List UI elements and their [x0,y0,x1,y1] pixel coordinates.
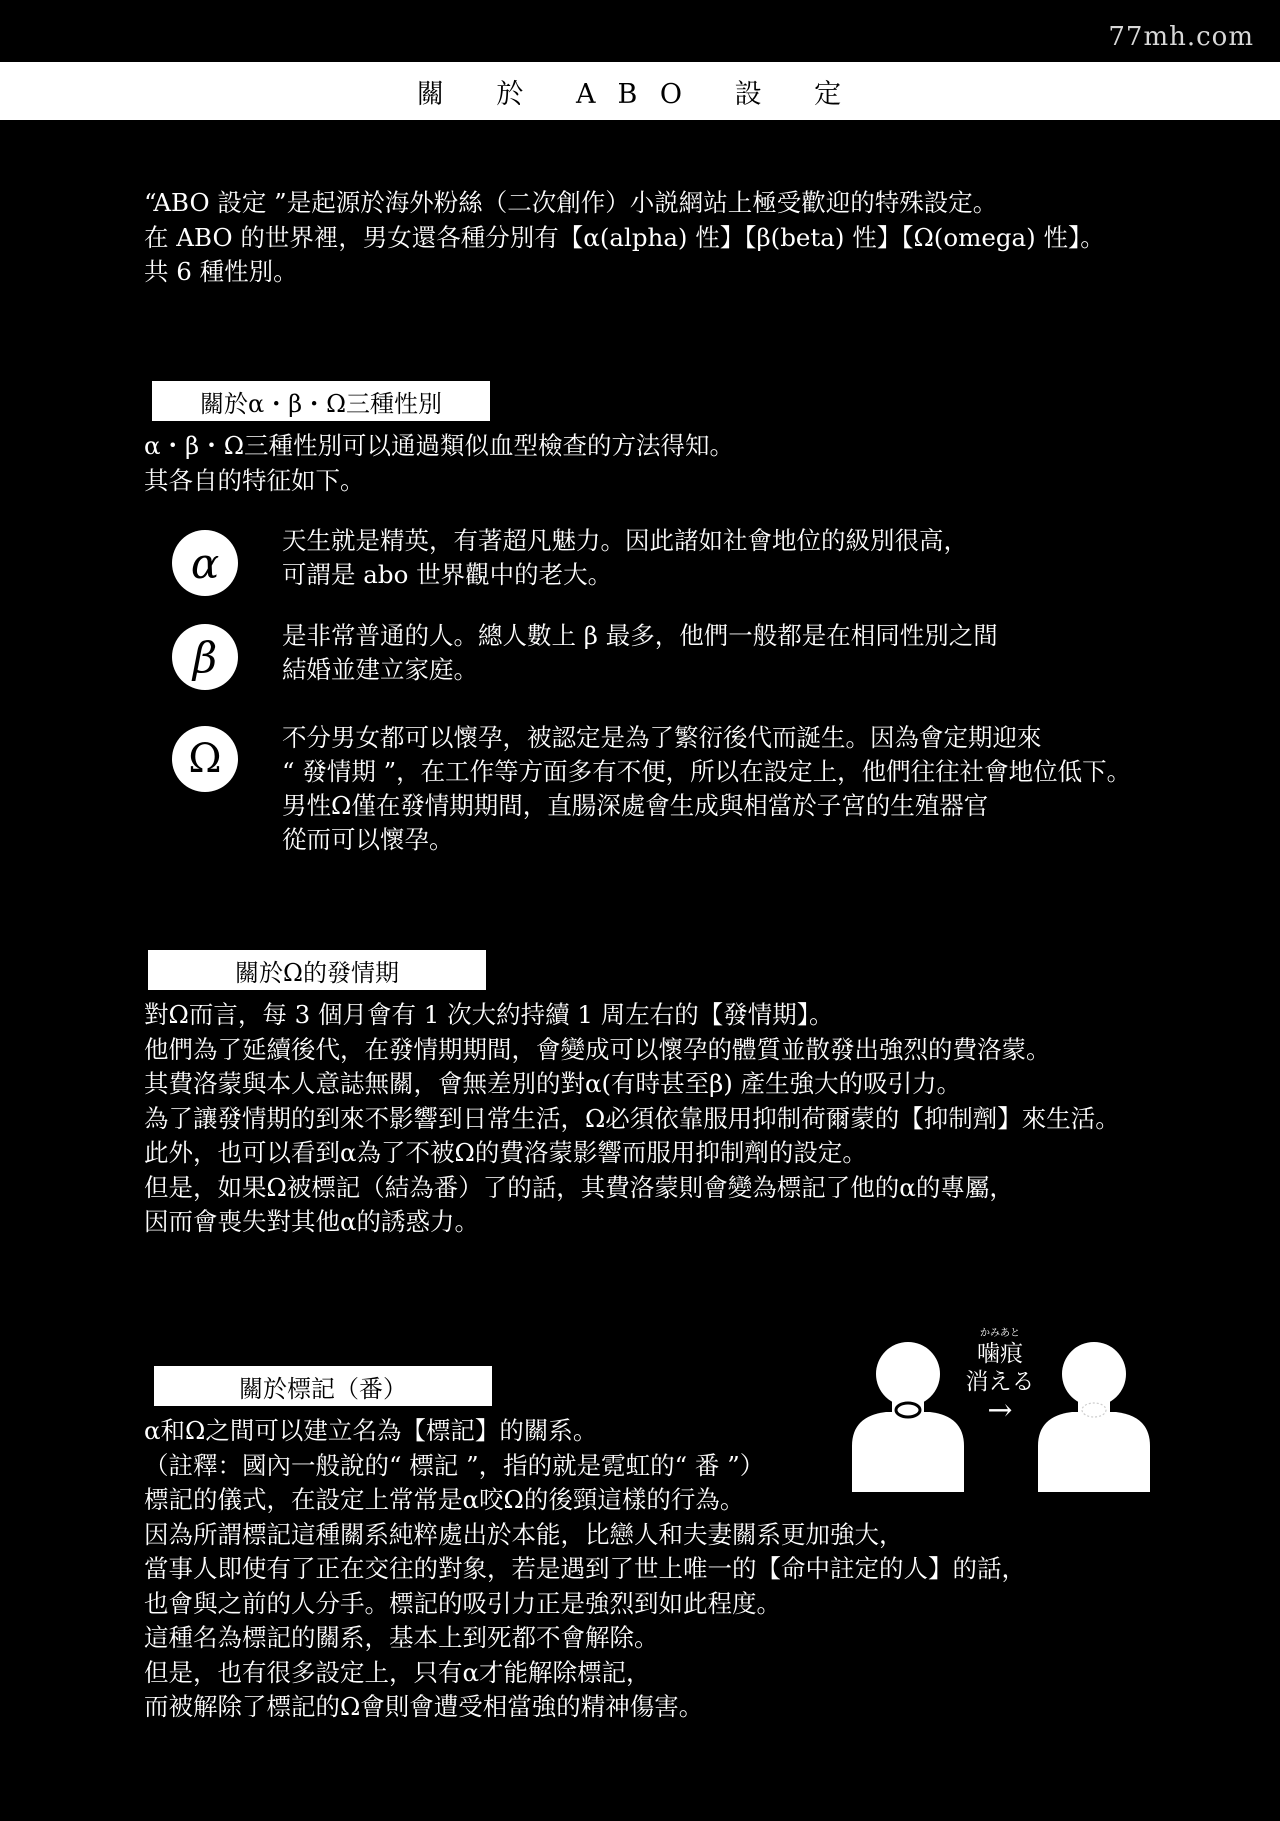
section2-line: 對Ω而言，每 3 個月會有 1 次大約持續 1 周左右的【發情期】。 [144,1000,834,1029]
section1-paragraph [144,429,734,498]
section2-line: 但是，如果Ω被標記（結為番）了的話，其費洛蒙則會變為標記了他的α的專屬， [144,1172,1014,1202]
beta-line: 結婚並建立家庭。 [282,655,478,684]
omega-line: “ 發情期 ”，在工作等方面多有不便，所以在設定上，他們往往社會地位低下。 [282,757,1132,786]
section2-paragraph [144,998,1120,1240]
section3-line: 當事人即使有了正在交往的對象，若是遇到了世上唯一的【命中註定的人】的話， [144,1554,1026,1583]
section2-line: 他們為了延續後代，在發情期期間，會變成可以懷孕的體質並散發出強烈的費洛蒙。 [144,1034,1051,1064]
alpha-line: 天生就是精英，有著超凡魅力。因此諸如社會地位的級別很高， [282,526,968,555]
intro-line: 共 6 種性別。 [144,257,298,286]
intro-line: 在 ABO 的世界裡，男女還各種分別有【α(alpha) 性】【β(beta) 性】【Ω(omega) 性】。 [144,222,1105,252]
section3-line: 這種名為標記的關系，基本上到死都不會解除。 [144,1623,659,1652]
alpha-icon: α [172,530,238,596]
section2-line: 其費洛蒙與本人意誌無關，會無差別的對α(有時甚至β) 產生強大的吸引力。 [144,1069,962,1098]
section2-line: 因而會喪失對其他α的誘惑力。 [144,1207,480,1236]
beta-icon: β [172,624,238,690]
section3-line: 因為所謂標記這種關系純粹處出於本能，比戀人和夫妻關系更加強大， [144,1519,904,1549]
section1-line: 其各自的特征如下。 [144,465,365,495]
intro-line: “ABO 設定 ”是起源於海外粉絲（二次創作）小説網站上極受歡迎的特殊設定。 [144,188,998,217]
watermark: 77mh.com [1108,22,1254,52]
beta-line: 是非常普通的人。總人數上 β 最多，他們一般都是在相同性別之間 [282,621,998,650]
caption-ruby: かみあと [980,1328,1020,1339]
section-label-mark: 關於標記（番） [154,1366,492,1406]
section3-line: 也會與之前的人分手。標記的吸引力正是強烈到如此程度。 [144,1588,781,1618]
page-title: 關 於 ABO 設 定 [0,62,1280,120]
section-label-heat: 關於Ω的發情期 [148,950,486,990]
right-arrow-icon: → [987,1393,1013,1428]
section-label-genders: 關於α・β・Ω三種性別 [152,381,490,421]
section3-line: α和Ω之間可以建立名為【標記】的關系。 [144,1416,598,1445]
person-without-mark-icon [1038,1342,1150,1492]
omega-line: 不分男女都可以懷孕，被認定是為了繁衍後代而誕生。因為會定期迎來 [282,723,1042,752]
alpha-line: 可謂是 abo 世界觀中的老大。 [282,560,613,589]
section3-line: （註釋：國內一般說的“ 標記 ”，指的就是霓虹的“ 番 ”） [144,1450,765,1480]
omega-description [282,721,1131,857]
section2-line: 為了讓發情期的到來不影響到日常生活，Ω必須依靠服用抑制荷爾蒙的【抑制劑】來生活。 [144,1103,1120,1133]
section3-line: 而被解除了標記的Ω會則會遭受相當強的精神傷害。 [144,1692,704,1721]
caption-line: 噛痕 [977,1341,1023,1367]
person-with-mark-icon [852,1342,964,1492]
bite-mark-caption [958,1328,1042,1426]
omega-line: 男性Ω僅在發情期期間，直腸深處會生成與相當於子宮的生殖器官 [282,791,989,820]
alpha-description [282,524,968,592]
section1-line: α・β・Ω三種性別可以通過類似血型檢查的方法得知。 [144,431,735,460]
section2-line: 此外，也可以看到α為了不被Ω的費洛蒙影響而服用抑制劑的設定。 [144,1138,867,1167]
intro-paragraph [144,186,1105,290]
omega-icon: Ω [172,726,238,792]
beta-description [282,619,998,687]
caption-line: 消える [965,1369,1035,1395]
omega-line: 從而可以懷孕。 [282,825,454,854]
section3-line: 但是，也有很多設定上，只有α才能解除標記， [144,1657,651,1687]
section3-line: 標記的儀式，在設定上常常是α咬Ω的後頸這樣的行為。 [144,1485,745,1514]
